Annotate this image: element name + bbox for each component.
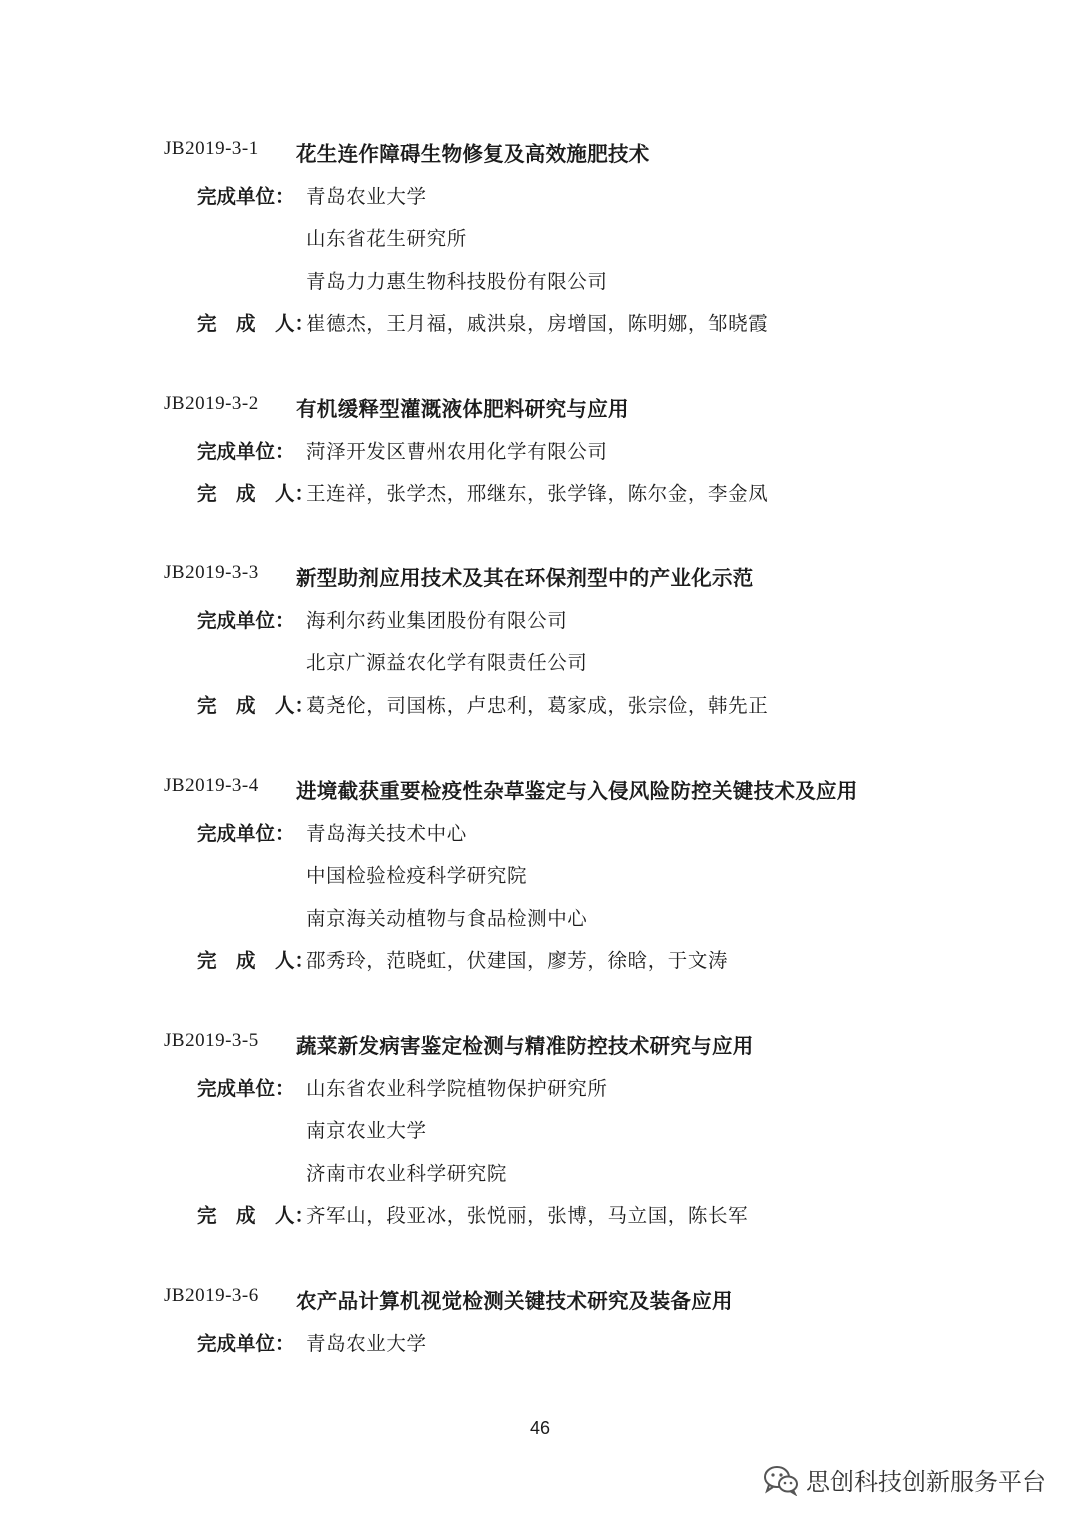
unit-name: 济南市农业科学研究院 (306, 1161, 508, 1185)
page-number: 46 (529, 1418, 551, 1438)
entry-title: 新型助剂应用技术及其在环保剂型中的产业化示范 (296, 566, 754, 590)
unit-name: 青岛农业大学 (306, 1331, 427, 1355)
entry-code: JB2019-3-2 (164, 393, 259, 414)
unit-name: 南京海关动植物与食品检测中心 (306, 906, 588, 930)
unit-name: 北京广源益农化学有限责任公司 (306, 651, 588, 674)
entry-code: JB2019-3-5 (164, 1030, 259, 1051)
entry-title: 有机缓释型灌溉液体肥料研究与应用 (296, 397, 629, 421)
person-label: 完 成 人： (197, 693, 315, 717)
person-names: 齐军山，段亚冰，张悦丽，张博，马立国，陈长军 (306, 1204, 749, 1227)
unit-name: 中国检验检疫科学研究院 (306, 864, 528, 887)
entry-title: 蔬菜新发病害鉴定检测与精准防控技术研究与应用 (296, 1034, 754, 1058)
unit-name: 菏泽开发区曹州农用化学有限公司 (306, 439, 608, 463)
unit-name: 青岛海关技术中心 (306, 821, 467, 845)
unit-name: 南京农业大学 (306, 1119, 427, 1142)
unit-label: 完成单位： (197, 184, 295, 208)
person-names: 邵秀玲，范晓虹，伏建国，廖芳，徐晗，于文涛 (306, 949, 729, 972)
entry-code: JB2019-3-3 (164, 562, 259, 583)
person-label: 完 成 人： (197, 482, 315, 505)
entry-code: JB2019-3-6 (164, 1285, 259, 1306)
unit-label: 完成单位： (197, 821, 295, 845)
unit-name: 青岛力力惠生物科技股份有限公司 (306, 269, 608, 293)
entry-code: JB2019-3-1 (164, 138, 259, 159)
watermark-text: 思创科技创新服务平台 (806, 1468, 1046, 1496)
unit-name: 青岛农业大学 (306, 184, 427, 208)
entry-title: 花生连作障碍生物修复及高效施肥技术 (296, 142, 650, 166)
unit-label: 完成单位： (197, 439, 295, 463)
person-names: 崔德杰，王月福，戚洪泉，房增国，陈明娜，邹晓霞 (306, 312, 769, 335)
person-names: 葛尧伦，司国栋，卢忠利，葛家成，张宗俭，韩先正 (306, 693, 769, 717)
unit-name: 海利尔药业集团股份有限公司 (306, 608, 568, 632)
entry-code: JB2019-3-4 (164, 775, 259, 796)
person-label: 完 成 人： (197, 1204, 315, 1227)
entry-title: 农产品计算机视觉检测关键技术研究及装备应用 (296, 1289, 733, 1313)
wechat-icon (762, 1464, 800, 1496)
person-names: 王连祥，张学杰，邢继东，张学锋，陈尔金，李金凤 (306, 482, 769, 505)
watermark (762, 1462, 1046, 1497)
person-label: 完 成 人： (197, 312, 315, 335)
unit-name: 山东省花生研究所 (306, 227, 467, 250)
unit-label: 完成单位： (197, 1076, 295, 1100)
entry-title: 进境截获重要检疫性杂草鉴定与入侵风险防控关键技术及应用 (296, 779, 858, 803)
unit-label: 完成单位： (197, 1331, 295, 1355)
unit-label: 完成单位： (197, 608, 295, 632)
unit-name: 山东省农业科学院植物保护研究所 (306, 1076, 608, 1100)
person-label: 完 成 人： (197, 949, 315, 972)
